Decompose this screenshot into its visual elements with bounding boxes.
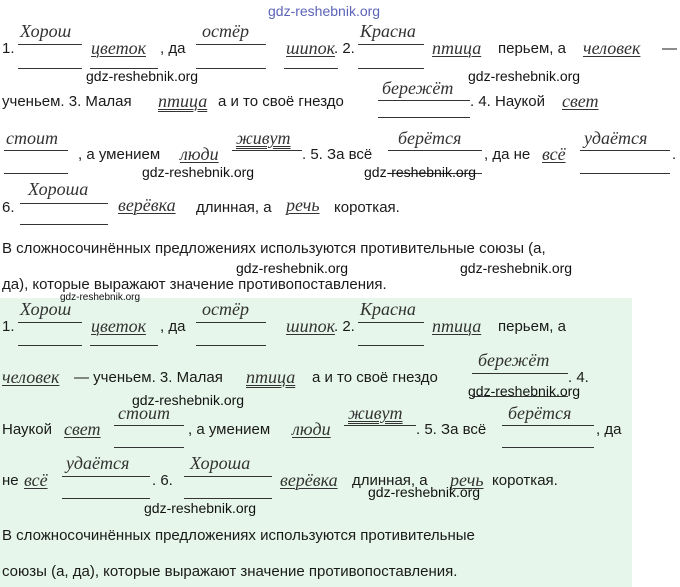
watermark: gdz-reshebnik.org <box>86 68 199 84</box>
text-uchenem: — ученьем. 3. Малая <box>74 369 223 386</box>
word-ptitsa: птица <box>432 38 482 58</box>
watermark-top: gdz-reshebnik.org <box>268 3 381 19</box>
word-rech: речь <box>450 470 484 490</box>
fraction-line <box>344 425 416 426</box>
word-beryotsya: берётся <box>398 128 462 148</box>
word-chelovek: человек <box>2 367 60 387</box>
fraction-line <box>378 100 470 101</box>
word-lyudi: люди <box>180 144 219 164</box>
underline-dash <box>184 498 272 499</box>
word-khorosha: Хороша <box>28 179 89 199</box>
word-udayotsya: удаётся <box>584 128 648 148</box>
word-krasna: Красна <box>360 21 416 41</box>
text-a-umeniem: , а умением <box>188 421 271 438</box>
word-veryovka: верёвка <box>280 470 338 490</box>
text-da: , да <box>160 318 186 335</box>
word-udayotsya: удаётся <box>66 453 130 473</box>
word-zhivut: живут <box>236 128 291 148</box>
word-vsyo: всё <box>542 144 566 164</box>
watermark: gdz-reshebnik.org <box>142 164 255 180</box>
text-a-svoyo: а и то своё гнездо <box>312 369 438 386</box>
underline-dash <box>358 68 424 69</box>
fraction-line <box>580 150 670 151</box>
word-svet: свет <box>562 91 599 111</box>
word-stoit: стоит <box>6 128 58 148</box>
watermark: gdz-reshebnik.org <box>368 484 481 500</box>
fraction-line <box>184 476 272 477</box>
text-n5: . 5. За всё <box>416 421 487 438</box>
fraction-line <box>114 425 184 426</box>
watermark: gdz-reshebnik.org <box>364 164 477 180</box>
text-da: , да <box>596 421 622 438</box>
underline-dash <box>580 173 670 174</box>
sentence-number-1: 1. <box>2 318 15 335</box>
sentence-number-6: 6. <box>2 199 15 216</box>
text-da-ne: , да не <box>484 146 531 163</box>
explanation-line-2: да), которые выражают значение противопоставления. <box>2 276 387 293</box>
explanation-line-2: союзы (а, да), которые выражают значение противопоставления. <box>2 563 458 580</box>
fraction-line <box>62 476 150 477</box>
word-ptitsa-2: птица <box>246 367 296 387</box>
fraction-line <box>4 150 68 151</box>
watermark: gdz-reshebnik.org <box>460 260 573 276</box>
word-khorosh: Хорош <box>20 21 72 41</box>
watermark: gdz-reshebnik.org <box>468 68 581 84</box>
underline-dash <box>378 117 470 118</box>
text-n2: . 2. <box>334 318 355 335</box>
fraction-line <box>358 44 424 45</box>
text-ne: не <box>2 472 19 489</box>
underline-dash <box>502 447 594 448</box>
underline-dash <box>62 498 150 499</box>
text-perem: перьем, а <box>498 40 566 57</box>
word-shipok: шипок <box>286 316 336 336</box>
underline-dash <box>4 173 68 174</box>
text-dash: — <box>662 40 677 57</box>
fraction-line <box>502 425 594 426</box>
watermark: gdz-reshebnik.org <box>468 383 581 399</box>
word-chelovek: человек <box>583 38 641 58</box>
text-da: , да <box>160 40 186 57</box>
word-svet: свет <box>64 419 101 439</box>
explanation-line-1: В сложносочинённых предложениях используются противительные <box>2 527 475 544</box>
text-perem: перьем, а <box>498 318 566 335</box>
word-ostyor: остёр <box>202 299 249 319</box>
fraction-line <box>358 322 424 323</box>
word-khorosha: Хороша <box>190 453 251 473</box>
underline-dash <box>196 345 266 346</box>
fraction-line <box>20 203 108 204</box>
text-a-svoyo: а и то своё гнездо <box>218 93 344 110</box>
text-n2: . 2. <box>334 40 355 57</box>
fraction-line <box>472 373 568 374</box>
word-beryotsya: берётся <box>508 403 572 423</box>
text-n4: . 4. Наукой <box>470 93 545 110</box>
text-n5: . 5. За всё <box>302 146 373 163</box>
word-berezhyot: бережёт <box>478 350 550 370</box>
word-ptitsa: птица <box>432 316 482 336</box>
underline-dash <box>90 345 158 346</box>
word-berezhyot: бережёт <box>382 78 454 98</box>
text-korotkaya: короткая. <box>492 472 558 489</box>
word-krasna: Красна <box>360 299 416 319</box>
underline-dash <box>284 68 338 69</box>
text-dlinnaya: длинная, а <box>196 199 272 216</box>
fraction-line <box>388 150 482 151</box>
fraction-line <box>232 150 302 151</box>
watermark: gdz-reshebnik.org <box>144 500 257 516</box>
underline-dash <box>196 68 266 69</box>
text-period: . <box>672 146 677 163</box>
watermark-small: gdz-reshebnik.org <box>60 292 141 303</box>
word-rech: речь <box>286 195 320 215</box>
underline-dash <box>18 345 82 346</box>
text-naukoy: Наукой <box>2 421 52 438</box>
word-zhivut: живут <box>348 403 403 423</box>
underline-dash <box>114 447 184 448</box>
word-khorosh: Хорош <box>20 299 72 319</box>
word-vsyo: всё <box>24 470 48 490</box>
fraction-line <box>18 322 82 323</box>
word-tsvetok: цветок <box>91 38 146 58</box>
word-veryovka: верёвка <box>118 195 176 215</box>
fraction-line <box>18 44 82 45</box>
text-korotkaya: короткая. <box>334 199 400 216</box>
word-stoit: стоит <box>118 403 170 423</box>
text-n6: . 6. <box>152 472 173 489</box>
explanation-line-1: В сложносочинённых предложениях используются противительные союзы (а, <box>2 240 546 257</box>
text-dlinnaya: длинная, а <box>352 472 428 489</box>
text-a-umeniem: , а умением <box>78 146 161 163</box>
word-lyudi: люди <box>292 419 331 439</box>
fraction-line <box>196 44 266 45</box>
sentence-number-1: 1. <box>2 40 15 57</box>
underline-dash <box>20 224 108 225</box>
word-tsvetok: цветок <box>91 316 146 336</box>
text-n4: . 4. <box>568 369 589 386</box>
text-uchenem: ученьем. 3. Малая <box>2 93 132 110</box>
underline-dash <box>358 345 424 346</box>
word-ptitsa-2: птица <box>158 91 208 111</box>
word-ostyor: остёр <box>202 21 249 41</box>
word-shipok: шипок <box>286 38 336 58</box>
fraction-line <box>196 322 266 323</box>
watermark: gdz-reshebnik.org <box>236 260 349 276</box>
watermark: gdz-reshebnik.org <box>132 392 245 408</box>
underline-dash <box>18 68 82 69</box>
